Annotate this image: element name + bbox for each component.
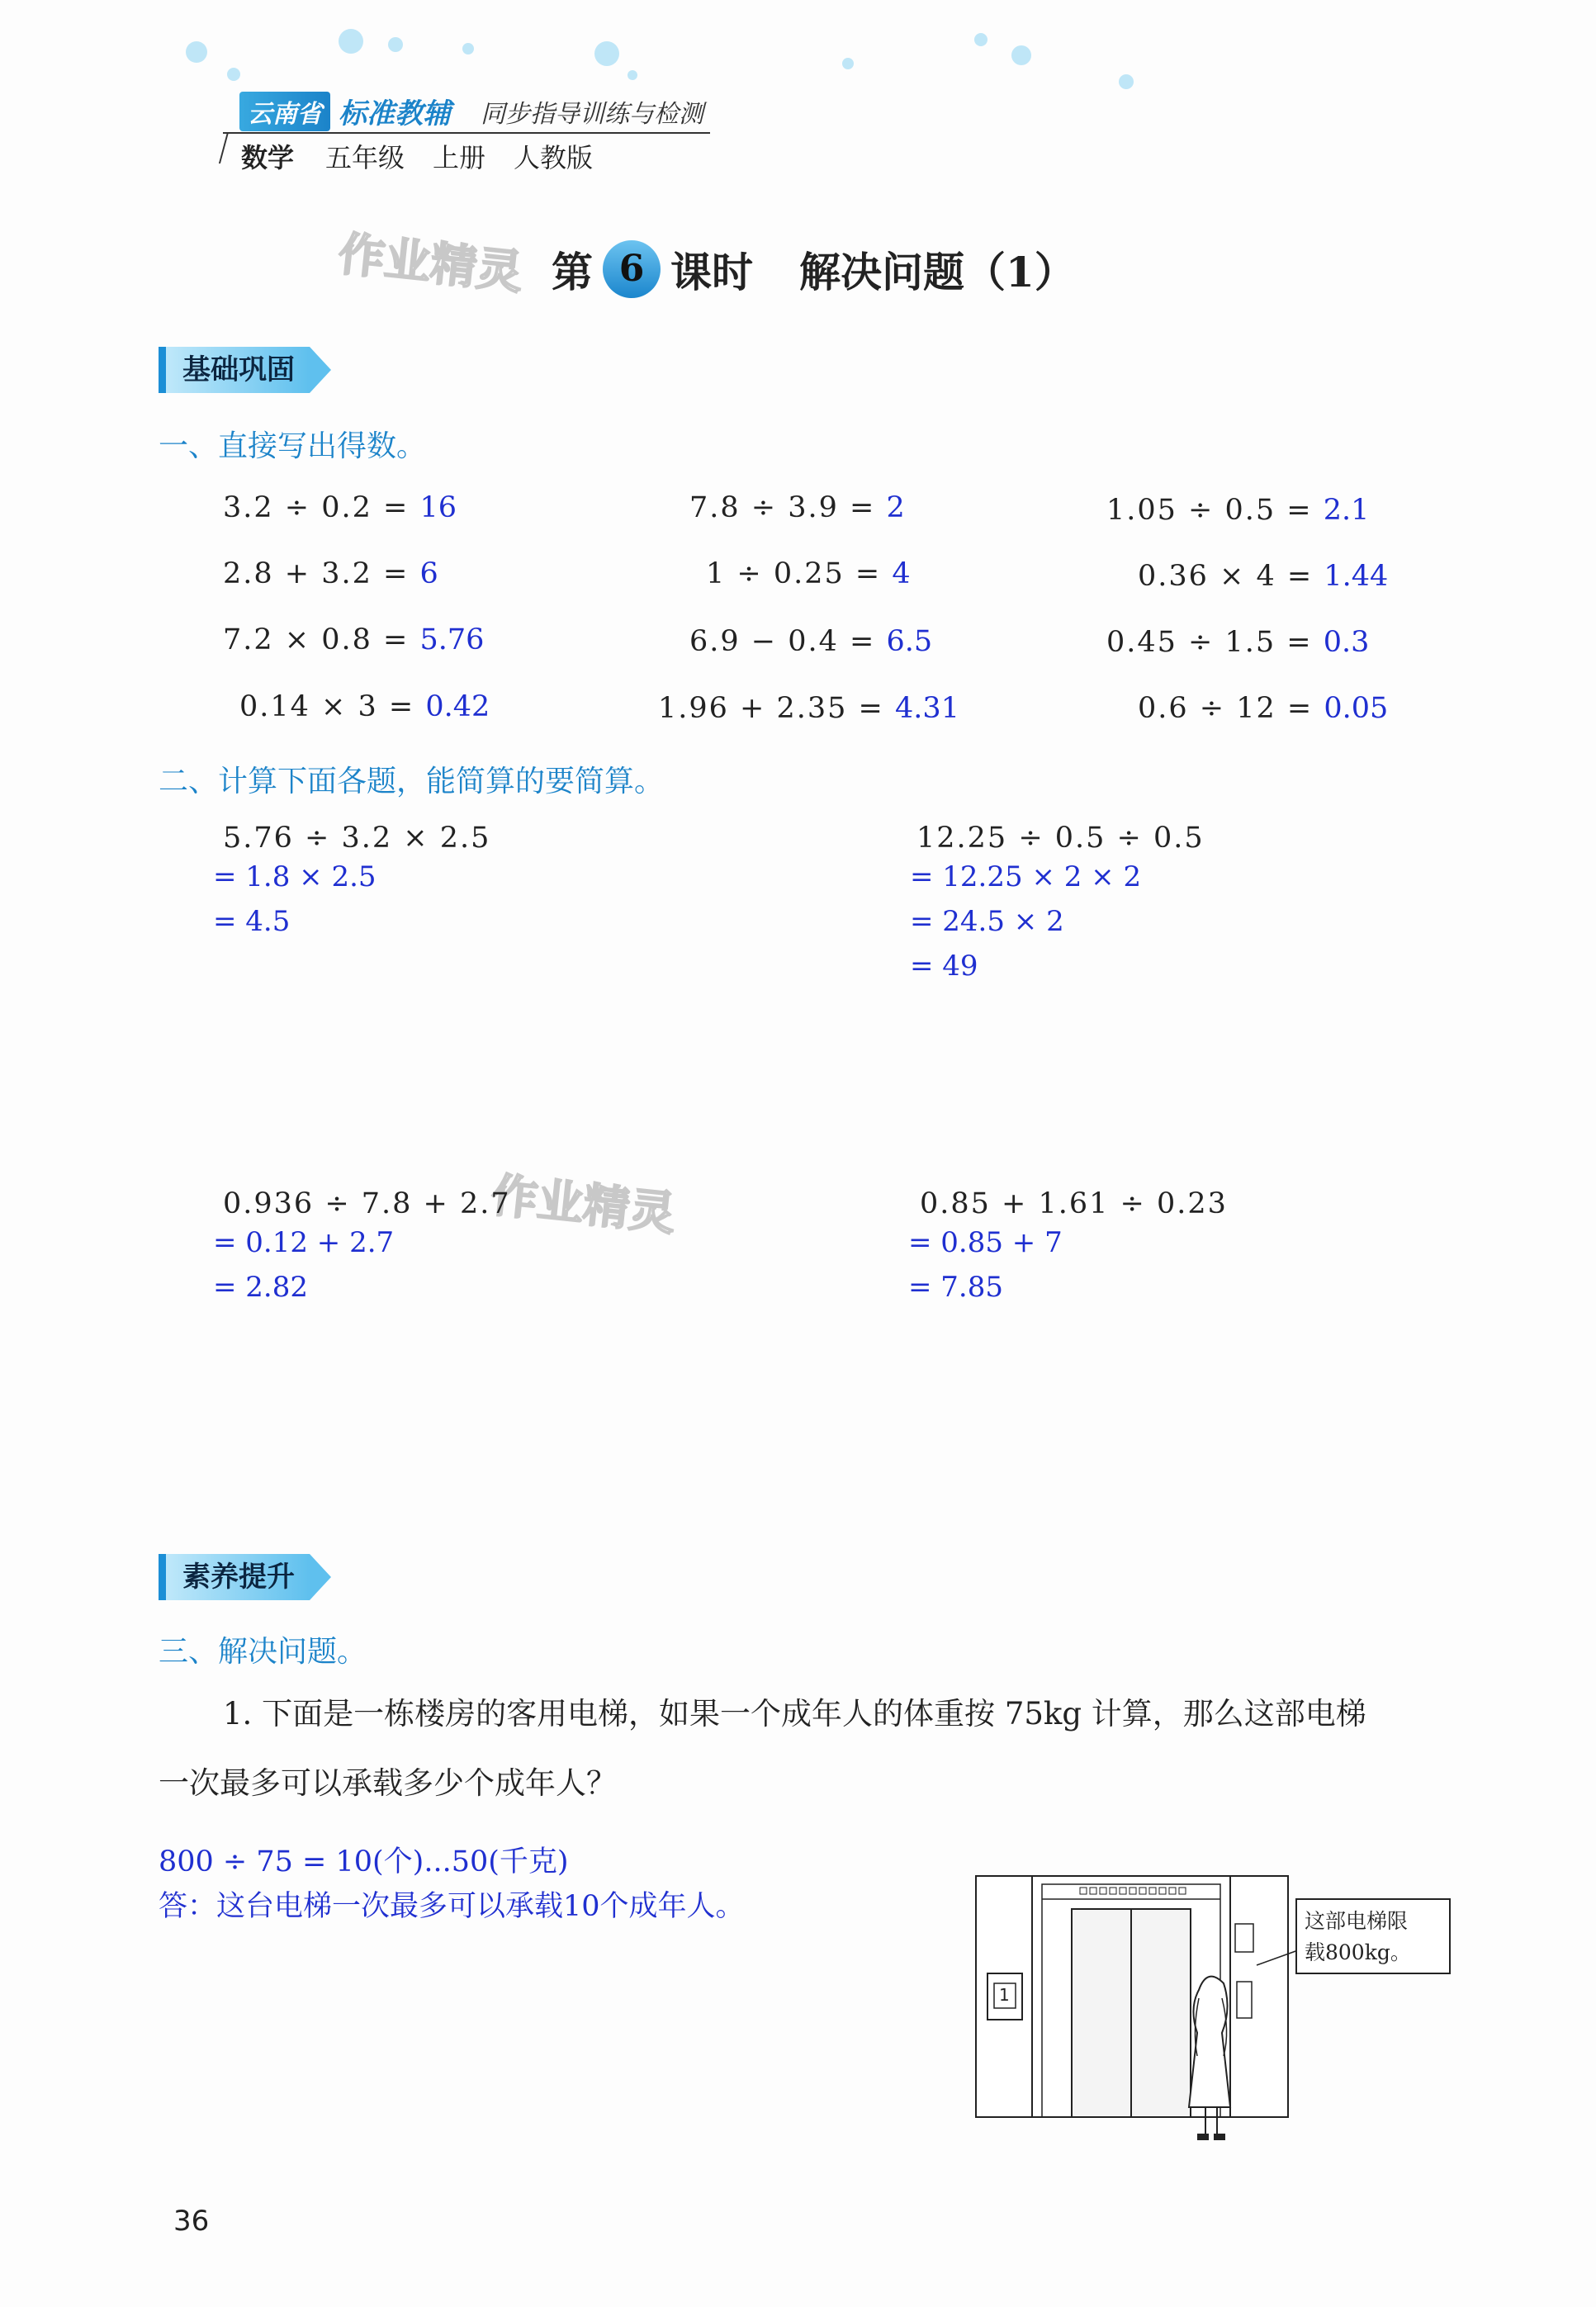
- problem-line: 1. 下面是一栋楼房的客用电梯，如果一个成年人的体重按 75kg 计算，那么这部电梯: [223, 1696, 1366, 1731]
- decor-dot: [186, 41, 207, 63]
- calc-problem: [213, 822, 490, 944]
- answer: 4: [892, 557, 911, 590]
- calc-step: = 24.5 × 2: [910, 905, 1064, 938]
- solution: [159, 1840, 745, 1929]
- oral-calc-item: 7.8 ÷ 3.9 = 2: [689, 491, 905, 524]
- problem-line: 一次最多可以承载多少个成年人？: [159, 1765, 617, 1801]
- decor-dot: [388, 37, 403, 52]
- watermark: 作业精灵: [488, 1168, 679, 1242]
- brand-name: 标准教辅: [339, 97, 451, 130]
- solution-line: 答：这台电梯一次最多可以承载10个成年人。: [159, 1890, 745, 1923]
- answer: 0.05: [1324, 692, 1389, 725]
- calc-expression: 12.25 ÷ 0.5 ÷ 0.5: [916, 822, 1205, 855]
- section-tag-label: 素养提升: [166, 1554, 310, 1600]
- brand-logo: 云南省: [239, 92, 330, 131]
- oral-calc-item: 2.8 + 3.2 = 6: [223, 557, 438, 590]
- section-tag-label: 基础巩固: [166, 347, 310, 393]
- calc-step: = 1.8 × 2.5: [213, 860, 377, 893]
- volume: 上册: [433, 142, 486, 173]
- calc-step: = 2.82: [213, 1271, 308, 1304]
- series-title: 同步指导训练与检测: [481, 99, 703, 129]
- header-slash: [219, 132, 229, 163]
- oral-calc-item: 7.2 × 0.8 = 5.76: [223, 623, 485, 656]
- answer: 0.42: [425, 690, 490, 723]
- decor-dot: [1119, 74, 1134, 89]
- question-3-title: 三、解决问题。: [159, 1635, 367, 1669]
- decor-dot: [339, 29, 363, 54]
- lesson-number: 6: [603, 240, 661, 298]
- oral-calc-item: 0.14 × 3 = 0.42: [239, 690, 490, 723]
- oral-calc-item: 1.96 + 2.35 = 4.31: [658, 692, 959, 725]
- decor-dot: [594, 41, 619, 66]
- calc-problem: [910, 822, 1205, 988]
- calc-expression: 0.936 ÷ 7.8 + 2.7: [223, 1187, 511, 1220]
- sign-line: 载800kg。: [1305, 1940, 1411, 1964]
- answer: 6: [419, 557, 438, 590]
- subject: 数学: [241, 142, 295, 173]
- answer: 2: [886, 491, 905, 524]
- calc-problem: [213, 1187, 511, 1310]
- answer: 16: [419, 491, 457, 524]
- subject-line: [241, 137, 621, 175]
- decor-dot: [1011, 45, 1031, 65]
- solution-line: 800 ÷ 75 = 10(个)...50(千克): [159, 1845, 569, 1878]
- edition: 人教版: [514, 142, 594, 173]
- lesson-title: [552, 239, 1076, 299]
- oral-calc-item: 1 ÷ 0.25 = 4: [706, 557, 911, 590]
- sign-line: 这部电梯限: [1305, 1909, 1409, 1933]
- answer: 0.3: [1323, 626, 1370, 659]
- calc-step: = 4.5: [213, 905, 291, 938]
- calc-step: = 12.25 × 2 × 2: [910, 860, 1142, 893]
- brand-header: [239, 91, 703, 131]
- grade: 五年级: [325, 142, 405, 173]
- oral-calc-item: 0.45 ÷ 1.5 = 0.3: [1106, 626, 1370, 659]
- oral-calc-item: 0.36 × 4 = 1.44: [1138, 560, 1389, 593]
- calc-step: = 0.85 + 7: [908, 1226, 1063, 1259]
- calc-step: = 0.12 + 2.7: [213, 1226, 395, 1259]
- page-number: 36: [173, 2205, 210, 2238]
- watermark: 作业精灵: [335, 227, 526, 301]
- elevator-illustration: [974, 1874, 1453, 2155]
- oral-calc-item: 6.9 − 0.4 = 6.5: [689, 625, 933, 658]
- lesson-prefix: 第: [552, 248, 593, 296]
- lesson-name: 解决问题（1）: [799, 248, 1076, 296]
- decor-dot: [842, 58, 854, 69]
- problem-text: [159, 1679, 1480, 1818]
- decor-dot: [462, 43, 474, 54]
- floor-number: 1: [999, 1985, 1010, 2005]
- oral-calc-item: 3.2 ÷ 0.2 = 16: [223, 491, 457, 524]
- header-divider: [223, 132, 710, 134]
- calc-expression: 0.85 + 1.61 ÷ 0.23: [920, 1187, 1228, 1220]
- question-2-title: 二、计算下面各题，能简算的要简算。: [159, 765, 665, 798]
- calc-problem: [908, 1187, 1228, 1310]
- section-tag-basic: [159, 347, 331, 393]
- answer: 2.1: [1323, 494, 1370, 527]
- oral-calc-item: 1.05 ÷ 0.5 = 2.1: [1106, 494, 1370, 527]
- answer: 4.31: [895, 692, 959, 725]
- lesson-unit: 课时: [670, 248, 753, 296]
- calc-step: = 49: [910, 950, 978, 983]
- calc-step: = 7.85: [908, 1271, 1003, 1304]
- decor-dot: [628, 70, 637, 80]
- oral-calc-item: 0.6 ÷ 12 = 0.05: [1138, 692, 1389, 725]
- decor-dot: [227, 68, 240, 81]
- question-1-title: 一、直接写出得数。: [159, 429, 427, 463]
- decor-dot: [974, 33, 987, 46]
- elevator-sign: [1305, 1906, 1447, 1968]
- answer: 5.76: [419, 623, 485, 656]
- answer: 1.44: [1324, 560, 1389, 593]
- section-tag-advanced: [159, 1554, 331, 1600]
- answer: 6.5: [886, 625, 933, 658]
- calc-expression: 5.76 ÷ 3.2 × 2.5: [223, 822, 491, 855]
